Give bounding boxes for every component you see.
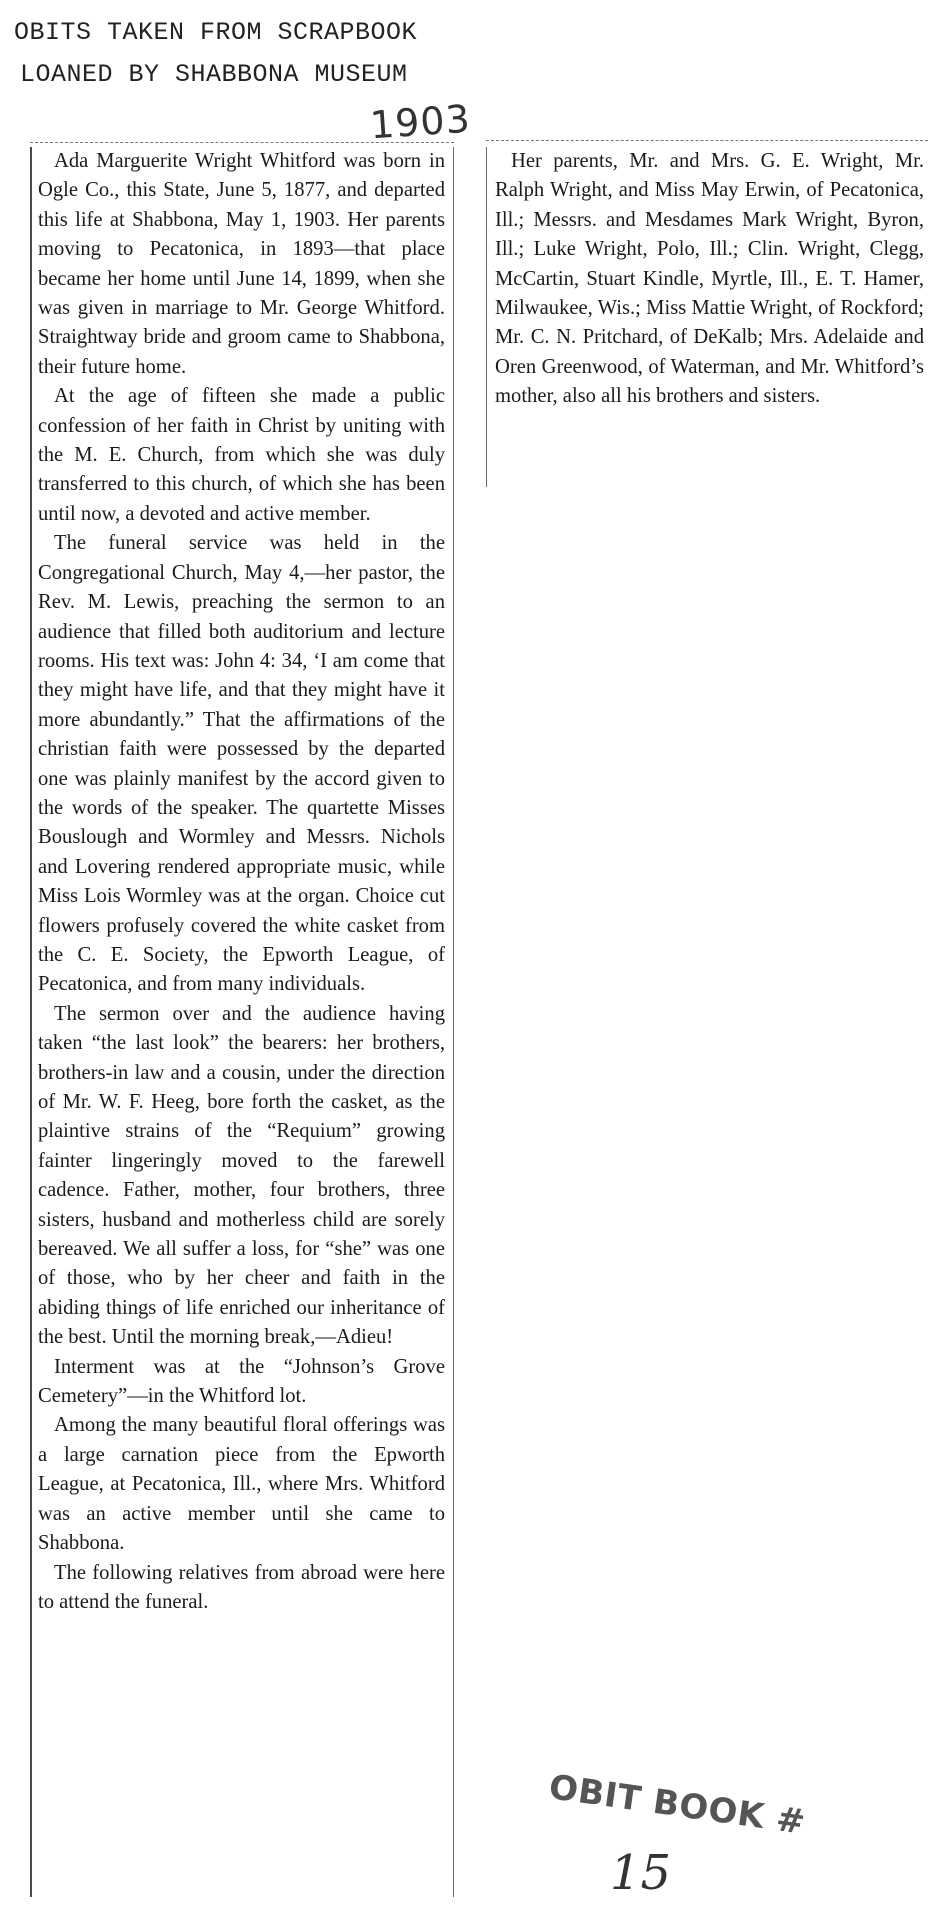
obit-book-stamp: OBIT BOOK # (546, 1767, 808, 1843)
obituary-left-column (30, 147, 454, 1897)
obituary-right-column (486, 147, 928, 487)
right-column-top-rule (486, 140, 928, 141)
scrapbook-header (14, 12, 494, 96)
obit-paragraph: Among the many beautiful floral offerings was a large carnation piece from the Epworth League, at Pecatonica, Ill., where Mrs. Whitford was an active member until she came to Shabbona. (38, 1414, 445, 1555)
relatives-paragraph: Her parents, Mr. and Mrs. G. E. Wright, Mr. Ralph Wright, and Miss May Erwin, of Pecatonica, Ill.; Messrs. and Mesdames Mark Wright, Byron, Ill.; Luke Wright, Polo, Ill.; Clin. Wright, Clegg, McCartin, Stuart Kindle, Myrtle, Ill., E. T. Hamer, Milwaukee, Wis.; Miss Mattie Wright, of Rockford; Mr. C. N. Pritchard, of DeKalb; Mrs. Adelaide and Oren Greenwood, of Waterman, and Mr. Whitford’s mother, also all his brothers and sisters. (495, 150, 924, 408)
header-line-2: LOANED BY SHABBONA MUSEUM (20, 60, 408, 89)
obit-paragraph: Ada Marguerite Wright Whitford was born in Ogle Co., this State, June 5, 1877, and departed this life at Shabbona, May 1, 1903. Her parents moving to Pecatonica, in 1893—that place became her home until June 14, 1899, when she was given in marriage to Mr. George Whitford. Straightway bride and groom came to Shabbona, their future home. (38, 150, 445, 378)
obit-book-number: 15 (610, 1845, 672, 1901)
obit-paragraph: Interment was at the “Johnson’s Grove Cemetery”—in the Whitford lot. (38, 1355, 445, 1408)
left-column-top-rule (30, 142, 454, 143)
obit-paragraph: The sermon over and the audience having taken “the last look” the bearers: her brothers, brothers-in law and a cousin, under the direction of Mr. W. F. Heeg, bore forth the casket, as the plaintive strains of the “Requium” growing fainter lingeringly moved to the farewell cadence. Father, mother, four brothers, three sisters, husband and motherless child are sorely bereaved. We all suffer a loss, for “she” was one of those, who by her cheer and faith in the abiding things of life enriched our inheritance of the best. Until the morning break,—Adieu! (38, 1002, 445, 1349)
obit-paragraph: At the age of fifteen she made a public confession of her faith in Christ by uniting with the M. E. Church, from which she was duly transferred to this church, of which she has been until now, a devoted and active member. (38, 385, 445, 525)
handwritten-year: 1903 (368, 96, 473, 148)
obit-paragraph: The following relatives from abroad were here to attend the funeral. (38, 1561, 445, 1613)
header-line-1: OBITS TAKEN FROM SCRAPBOOK (14, 18, 418, 47)
obit-paragraph: The funeral service was held in the Congregational Church, May 4,—her pastor, the Rev. M. Lewis, preaching the sermon to an audience that filled both auditorium and lecture rooms. His text was: John 4: 34, ‘I am come that they might have life, and that they might have it more abundantly.” That the affirmations of the christian faith were possessed by the departed one was plainly manifest by the accord given to the words of the speaker. The quartette Misses Bouslough and Wormley and Messrs. Nichols and Lovering rendered appropriate music, while Miss Lois Wormley was at the organ. Choice cut flowers profusely covered the white casket from the C. E. Society, the Epworth League, of Pecatonica, and from many individuals. (38, 532, 445, 996)
